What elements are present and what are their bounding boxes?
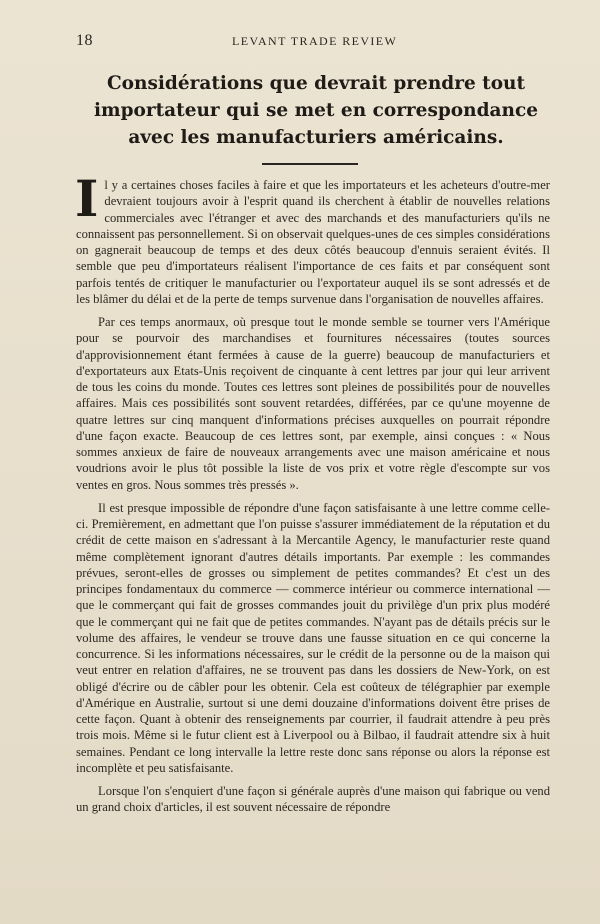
title-line: Considérations que devrait prendre tout — [106, 73, 526, 94]
paragraph: Lorsque l'on s'enquiert d'une façon si générale auprès d'une maison qui fabrique ou vend un grand choix d'articles, il est souvent nécessaire de répondre — [76, 784, 550, 815]
title-divider — [262, 163, 358, 165]
paragraph — [75, 169, 550, 307]
drop-cap: I — [75, 169, 99, 228]
paragraph-text: l y a certaines choses faciles à faire et que les importateurs et les acheteurs d'outre-mer devraient toujours avoir à l'esprit quand ils cherchent à établir de nouvelles relations commerciales avec l'étranger et avec des marchands et des manufacturiers qu'ils ne connaissent pas personnellement. Si on observait quelques-unes de ces simples considérations on gagnerait beaucoup de temps et des deux côtés beaucoup d'ennuis seraient évités. Il semble que peu d'importateurs réalisent l'importance de ces faits et par conséquent sont parfois tentés de critiquer le manufacturier ou l'exportateur auquel ils se sont adressés et de les blâmer du délai et de la perte de temps survenue dans l'organisation de nouvelles affaires. — [76, 178, 550, 306]
title-line: importateur qui se met en correspondance — [94, 100, 538, 121]
page-number: 18 — [76, 32, 93, 49]
paragraph: Il est presque impossible de répondre d'une façon satisfaisante à une lettre comme celle-ci. Premièrement, en admettant que l'on puisse s'assurer immédiatement de la réputation et du crédit de cette maison en s'adressant à la Mercantile Agency, le manufacturier reste quand même complètement ignorant d'autres détails importants. Par exemple : les commandes prévues, seront-elles de grosses ou simplement de petites commandes? Et c'est un des principes fondamentaux du commerce — commerce intérieur ou commerce international — que le commerçant qui fait de grosses commandes jouit du privilège d'un prix plus modéré que le commerçant qui ne fait que de petites commandes. N'ayant pas de détails précis sur le volume des affaires, le vendeur se trouve dans une fausse situation en ce qui concerne la concurrence. Si les informations nécessaires, sur le crédit de la personne ou de la maison qui veut entrer en relation d'affaires, ne se trouvent pas dans les dossiers de New-York, on est obligé d'écrire ou de câbler pour les obtenir. Cela est coûteux de télégraphier par exemple d'Amérique en Australie, surtout si une demi douzaine d'informations doivent être prises de cette façon. Quant à obtenir des renseignements par courrier, il faudrait attendre à peu près trois mois. Même si le futur client est à Liverpool ou à Bilbao, il faudrait attendre six à huit semaines. Pendant ce long intervalle la lettre reste donc sans réponse ou alors la réponse est incomplète et peu satisfaisante. — [76, 500, 550, 775]
article-title — [66, 70, 566, 151]
article-body — [75, 169, 550, 823]
page-header — [76, 32, 552, 52]
title-line: avec les manufacturiers américains. — [128, 127, 504, 148]
paragraph: Par ces temps anormaux, où presque tout le monde semble se tourner vers l'Amérique pour se pourvoir des marchandises et fournitures nécessaires (toutes sources d'approvisionnement étant fermées à cause de la guerre) beaucoup de manufacturiers et d'exportateurs aux Etats-Unis reçoivent de cinquante à cent lettres par jour qui leur arrivent de tous les coins du monde. Toutes ces lettres sont pleines de possibilités pour de nouvelles affaires. Mais ces possibilités sont souvent retardées, différées, par ce qu'une moyenne de quatre lettres sur cinq manquent d'informations précises auxquelles on pourrait répondre d'une façon exacte. Beaucoup de ces lettres sont, par exemple, ainsi conçues : « Nous sommes anxieux de faire de nouveaux arrangements avec une maison américaine et nous voudrions avoir le plus tôt possible la liste de vos prix et votre règle d'escompte sur vos ventes en gros. Nous sommes très pressés ». — [76, 315, 550, 492]
running-title: LEVANT TRADE REVIEW — [232, 34, 398, 48]
